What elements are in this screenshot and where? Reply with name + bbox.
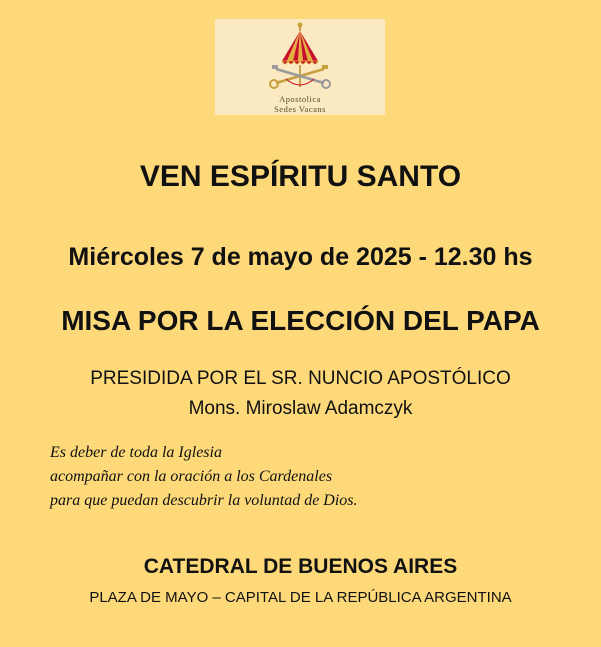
- page-title: VEN ESPÍRITU SANTO: [139, 160, 462, 193]
- event-date: Miércoles 7 de mayo de 2025 - 12.30 hs: [68, 243, 533, 271]
- logo-text-line1: Apostolica: [279, 94, 321, 104]
- quote-line: Es deber de toda la Iglesia: [50, 444, 222, 461]
- venue-address: PLAZA DE MAYO – CAPITAL DE LA REPÚBLICA ARGENTINA: [89, 589, 512, 606]
- sede-vacante-logo: [215, 19, 385, 115]
- mass-title: MISA POR LA ELECCIÓN DEL PAPA: [61, 305, 540, 336]
- quote-line: para que puedan descubrir la voluntad de Dios.: [50, 492, 358, 509]
- presided-by: PRESIDIDA POR EL SR. NUNCIO APOSTÓLICO: [90, 368, 511, 389]
- umbraculum-keys-icon: [260, 21, 340, 93]
- celebrant-name: Mons. Miroslaw Adamczyk: [188, 398, 413, 419]
- quote-line: acompañar con la oración a los Cardenales: [50, 468, 333, 485]
- logo-text-line2: Sedes Vacans: [274, 104, 326, 114]
- venue-name: CATEDRAL DE BUENOS AIRES: [143, 555, 458, 578]
